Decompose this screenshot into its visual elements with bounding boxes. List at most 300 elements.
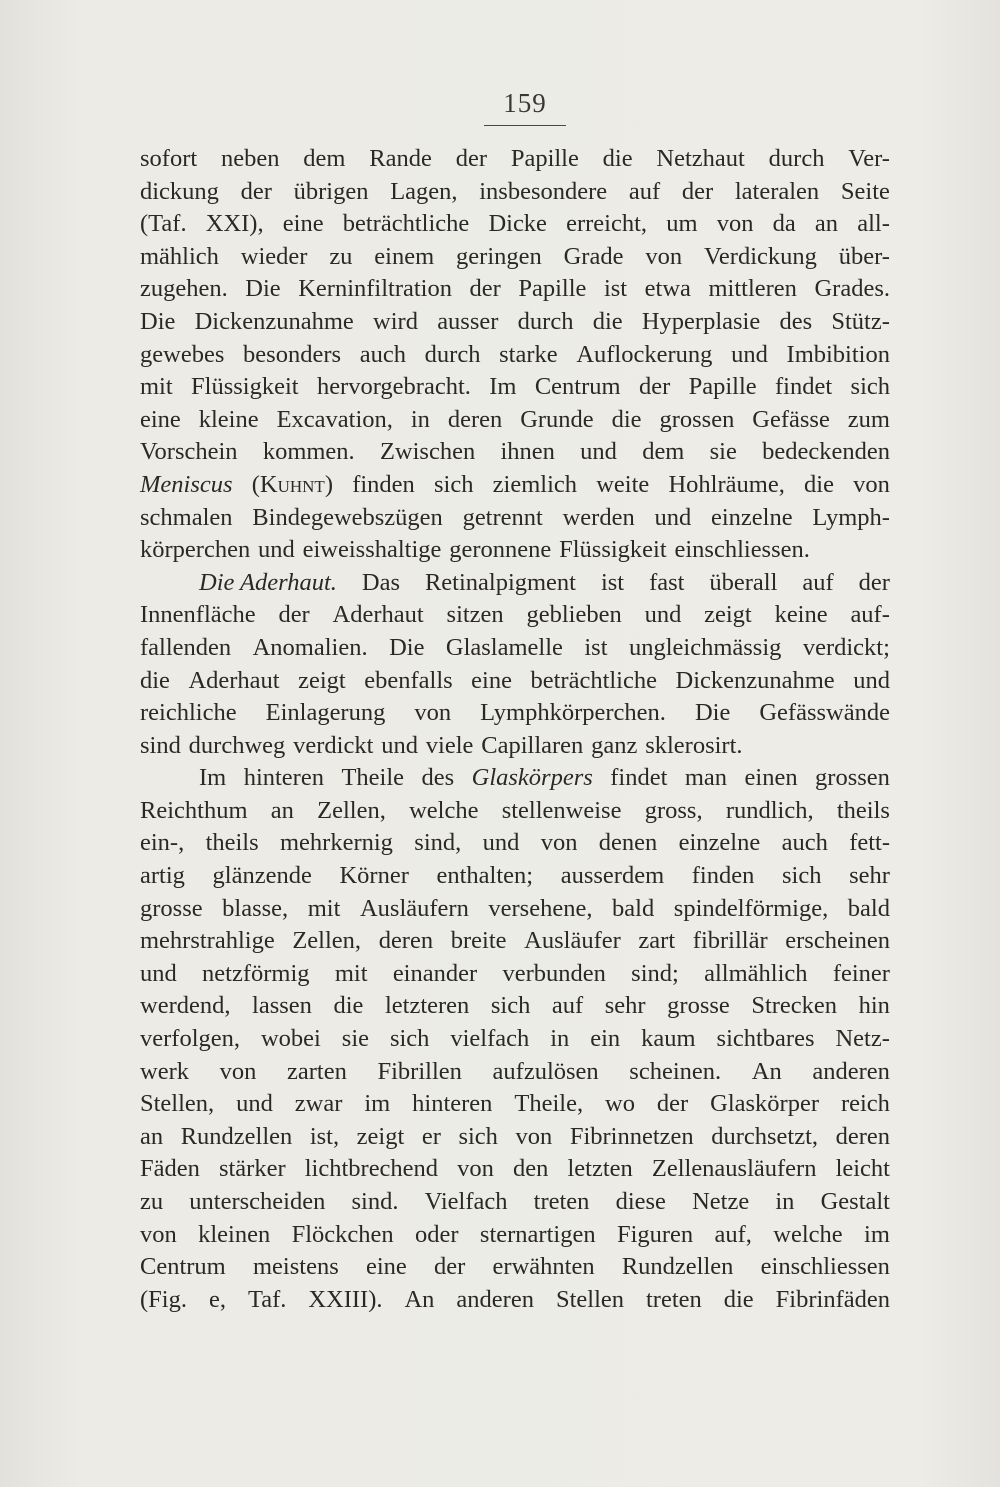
word: mittleren [708,275,797,303]
word: die [140,666,170,694]
text-line [140,1219,890,1252]
word: zu [329,242,353,270]
word: An [404,1285,435,1313]
word: glänzende [212,862,312,890]
word: Fibrinnetzen [569,1122,694,1150]
word: lichtbrechend [304,1155,439,1183]
word: Innenfläche [140,601,256,629]
word: Zellenausläufern [651,1155,817,1183]
word: Lymphkörperchen. [480,699,666,727]
word: hervorgebracht. [316,373,471,401]
word: schmalen [140,503,233,531]
word: des [779,307,813,335]
word: Centrum [534,373,621,401]
word: sich [490,992,531,1020]
word: werk [140,1057,189,1085]
word: zugehen. [140,275,228,303]
word: Imbibition [786,340,890,368]
word: hinteren [412,1090,493,1118]
word: ebenfalls [364,666,453,694]
word: bald [612,894,655,922]
word: der [278,601,310,629]
word: über- [838,242,890,270]
word: eine [282,210,324,238]
word: Gefässwände [759,699,890,727]
word: rundlich, [725,796,814,824]
text-line [140,469,890,502]
word: Zellen, [317,796,386,824]
word: diese [615,1188,666,1215]
word: zu [140,1188,164,1215]
word: Die [245,275,281,303]
word: ist [584,633,608,661]
word: um [666,210,698,238]
word: theils [836,796,890,824]
word: ungleichmässig [628,633,782,661]
word: Aderhaut [188,666,280,694]
text-line [140,404,890,437]
word: auf, [714,1220,752,1248]
text-line [140,1023,890,1056]
word: in [410,405,430,433]
word: ihnen [500,438,555,466]
word: Vielfach [424,1188,508,1215]
word: Flöckchen [291,1220,394,1248]
word: von [645,242,683,270]
word: mehrkernig [280,829,393,857]
word: starke [499,340,558,368]
word: kleine [198,405,259,433]
word: Flüssigkeit [191,373,299,401]
word: besonders [243,340,342,368]
word: Ver- [848,145,890,172]
word: geronnene [449,536,552,564]
word: und [236,1090,273,1118]
word: zeigt [298,666,346,694]
word: durchsetzt, [711,1122,819,1150]
word: die [804,470,834,498]
word: mit [307,894,341,922]
word: durchweg [188,731,286,759]
word: Fäden [140,1155,200,1183]
word: einem [374,242,435,270]
text-line [140,1121,890,1154]
word: geringen [456,242,542,270]
word: Rande [369,145,432,172]
word: Strecken [751,992,838,1020]
word: Lagen, [390,177,458,205]
word: von [414,699,452,727]
word: oder [415,1220,459,1248]
word: ganz [591,731,638,759]
word: und [853,666,890,694]
word: der [858,568,890,596]
word: meistens [252,1253,339,1281]
word: Lymph- [812,503,890,531]
word: Verdickung [703,242,817,270]
word: wird [373,307,418,335]
word: Papille [510,145,579,172]
word: insbesondere [479,177,608,205]
word: Dickenzunahme [675,666,835,694]
word: sitzen [446,601,504,629]
word: und [580,438,617,466]
word: XXI), [205,210,264,238]
word: breite [450,927,507,955]
word: der [638,373,671,401]
word: sehr [604,992,646,1020]
word: von [457,1155,494,1183]
text-line [140,371,890,404]
word: einzelne [711,503,793,531]
word: fett- [849,829,890,857]
word: fallenden [140,633,232,661]
text-line [140,827,890,860]
word: kommen. [262,438,355,466]
word: grossen [659,405,735,433]
text-line [140,795,890,828]
word: eine [471,666,512,694]
word: enthalten; [436,862,534,890]
word: scheinen. [629,1057,722,1085]
word: sehr [849,862,890,890]
word: Flüssigkeit [559,536,667,564]
word: Ausläufern [359,894,469,922]
word: Netzhaut [656,145,745,172]
word: eine [140,405,181,433]
word: erreicht, [566,210,648,238]
word: auch [359,340,406,368]
word: wo [605,1090,635,1118]
word: Grunde [520,405,594,433]
word: mit [334,959,368,987]
word: im [864,1220,890,1248]
word: ausser [437,307,499,335]
word: sind. [351,1188,399,1215]
word: XXIII). [308,1285,383,1313]
word: bald [847,894,890,922]
word: und [258,536,295,564]
word: viele [425,731,474,759]
word: kaum [641,1025,696,1053]
word: Papille [688,373,757,401]
word: hinteren [243,764,324,792]
text-line [140,925,890,958]
word: (Fig. [140,1285,187,1313]
word: Retinalpigment [424,568,576,596]
word: der [240,177,272,205]
word: anderen [456,1285,534,1313]
word: gross, [644,796,703,824]
text-line [140,339,890,372]
text-line [140,273,890,306]
word: sich [781,862,822,890]
word: Hyperplasie [641,307,761,335]
text-line [140,990,890,1023]
word: erwähnten [492,1253,595,1281]
text-line [140,599,890,632]
word: e, [208,1285,226,1313]
word: verdickt [293,731,374,759]
word: der [434,1253,466,1281]
word: Centrum [140,1253,226,1281]
word: versehene, [488,894,593,922]
word: sich [433,470,474,498]
word: und [482,829,520,857]
word: Capillaren [481,731,584,759]
word: die [333,992,364,1020]
word: und [654,503,692,531]
word: Meniscus [140,470,233,498]
word: sich [458,1122,498,1150]
word: in [775,1188,795,1215]
word: beträchtliche [342,210,470,238]
word: einschliessen. [674,536,810,564]
word: Hohlräume, [668,470,785,498]
word: auch [781,829,828,857]
word: geblieben [526,601,622,629]
word: in [550,1025,570,1053]
word: Im [199,764,227,792]
word: mit [140,373,173,401]
word: sind [140,731,181,759]
word: einen [744,764,798,792]
word: Zellen, [292,927,362,955]
word: Stütz- [831,307,890,335]
word: erscheinen [785,927,890,955]
word: welche [409,796,479,824]
word: verbunden [502,959,606,987]
word: Netze [692,1188,750,1215]
word: finden [352,470,415,498]
word: verfolgen, [140,1025,240,1053]
word: Glaskörpers [471,764,593,792]
word: Das [361,568,400,596]
text-line [140,665,890,698]
word: Taf. [247,1285,287,1313]
word: deren [447,405,503,433]
text-line [140,958,890,991]
page-number: 159 [503,88,547,118]
word: durch [517,307,574,335]
word: (Taf. [140,210,187,238]
word: den [513,1155,549,1183]
text-line [140,567,890,600]
word: bedeckenden [762,438,890,466]
word: Glaslamelle [445,633,563,661]
word: feiner [832,959,890,987]
word: zart [638,927,676,955]
word: von [853,470,890,498]
word: denen [598,829,658,857]
text-line [140,534,890,567]
word: Die [694,699,731,727]
word: Kerninfiltration [298,275,452,303]
word: der [455,145,487,172]
word: des [421,764,455,792]
word: Die [389,633,425,661]
word: Einlagerung [265,699,386,727]
word: sich [850,373,890,401]
word: letzten [567,1155,633,1183]
word: netzförmig [202,959,310,987]
word: kleinen [198,1220,271,1248]
word: Rundzellen [180,1122,293,1150]
word: sklerosirt. [645,731,743,759]
word: übrigen [293,177,369,205]
word: Ausläufer [524,927,621,955]
word: stellenweise [501,796,622,824]
word: von [716,210,754,238]
word: von [219,1057,257,1085]
word: ist, [309,1122,340,1150]
word: Dicke [488,210,547,238]
word: zeigt [704,601,752,629]
word: körperchen [140,536,251,564]
word: dickung [140,177,219,205]
word: der [656,1090,689,1118]
word: fast [649,568,685,596]
word: sind; [631,959,679,987]
word: Gestalt [820,1188,890,1215]
text-line [140,176,890,209]
text-line [140,762,890,795]
word: leicht [835,1155,890,1183]
word: Grades. [814,275,890,303]
word: der [469,275,501,303]
word: Die Aderhaut. [199,568,337,596]
word: von [140,1220,177,1248]
word: durch [768,145,825,172]
text-line [140,1251,890,1284]
word: einzelne [678,829,761,857]
word: von [515,1122,553,1150]
text-line [140,1153,890,1186]
text-line [140,893,890,926]
text-line [140,306,890,339]
word: sich [389,1025,430,1053]
word: Theile [341,764,405,792]
word: Excavation, [276,405,393,433]
word: an [814,210,839,238]
word: getrennt [462,503,543,531]
text-line [140,1284,890,1317]
text-line [140,143,890,176]
word: Bindegewebszügen [252,503,443,531]
word: Aderhaut [332,601,424,629]
word: ein [590,1025,621,1053]
word: auf- [850,601,890,629]
word: Figuren [616,1220,694,1248]
word: zeigt [356,1122,405,1150]
word: Gefässe [752,405,830,433]
word: deren [378,927,434,955]
word: Theile, [514,1090,584,1118]
word: reichliche [140,699,237,727]
word: werdend, [140,992,231,1020]
word: ist [600,568,625,596]
word: sind, [414,829,462,857]
word: Auflockerung [576,340,713,368]
word: all- [857,210,890,238]
word: die [602,145,633,172]
word: Netz- [835,1025,890,1053]
word: Zwischen [379,438,476,466]
word: finden [691,862,755,890]
page-number-rule [484,125,566,126]
word: einander [392,959,478,987]
word: Seite [840,177,890,205]
word: sofort [140,145,198,172]
word: zwar [294,1090,343,1118]
word: sie [341,1025,369,1053]
word: Papille [518,275,587,303]
text-line [140,241,890,274]
word: sie [709,438,737,466]
word: Die [140,307,176,335]
word: lateralen [734,177,820,205]
text-line [140,208,890,241]
word: Körner [339,862,409,890]
word: eiweisshaltige [302,536,442,564]
word: welche [773,1220,843,1248]
word: die [611,405,642,433]
word: verdickt; [802,633,890,661]
word: Vorschein [140,438,238,466]
word: sichtbares [716,1025,815,1053]
word: lassen [252,992,312,1020]
word: werden [562,503,635,531]
text-line [140,1186,890,1219]
word: und [731,340,768,368]
word: die [723,1285,754,1313]
word: man [684,764,728,792]
word: auf [551,992,584,1020]
word: überall [709,568,778,596]
text-line [140,1088,890,1121]
text-line [140,632,890,665]
word: und [140,959,177,987]
word: dem [642,438,685,466]
word: die [592,307,623,335]
word: vielfach [450,1025,530,1053]
body-text [140,143,890,1316]
word: da [772,210,796,238]
word: beträchtliche [530,666,657,694]
word: neben [220,145,280,172]
word: er [421,1122,441,1150]
text-line [140,436,890,469]
text-line [140,730,890,763]
word: grosse [667,992,730,1020]
word: Glaskörper [710,1090,819,1118]
word: mählich [140,242,219,270]
word: im [364,1090,391,1118]
word: blasse, [222,894,289,922]
word: artig [140,862,185,890]
word: letzteren [384,992,470,1020]
word: Fibrillen [377,1057,462,1085]
word: durch [424,340,481,368]
word: auf [802,568,834,596]
word: etwa [644,275,691,303]
word: der [681,177,714,205]
word: wieder [240,242,308,270]
word: dem [303,145,346,172]
word: Stellen [555,1285,624,1313]
text-line [140,860,890,893]
word: Fibrinfäden [775,1285,890,1313]
